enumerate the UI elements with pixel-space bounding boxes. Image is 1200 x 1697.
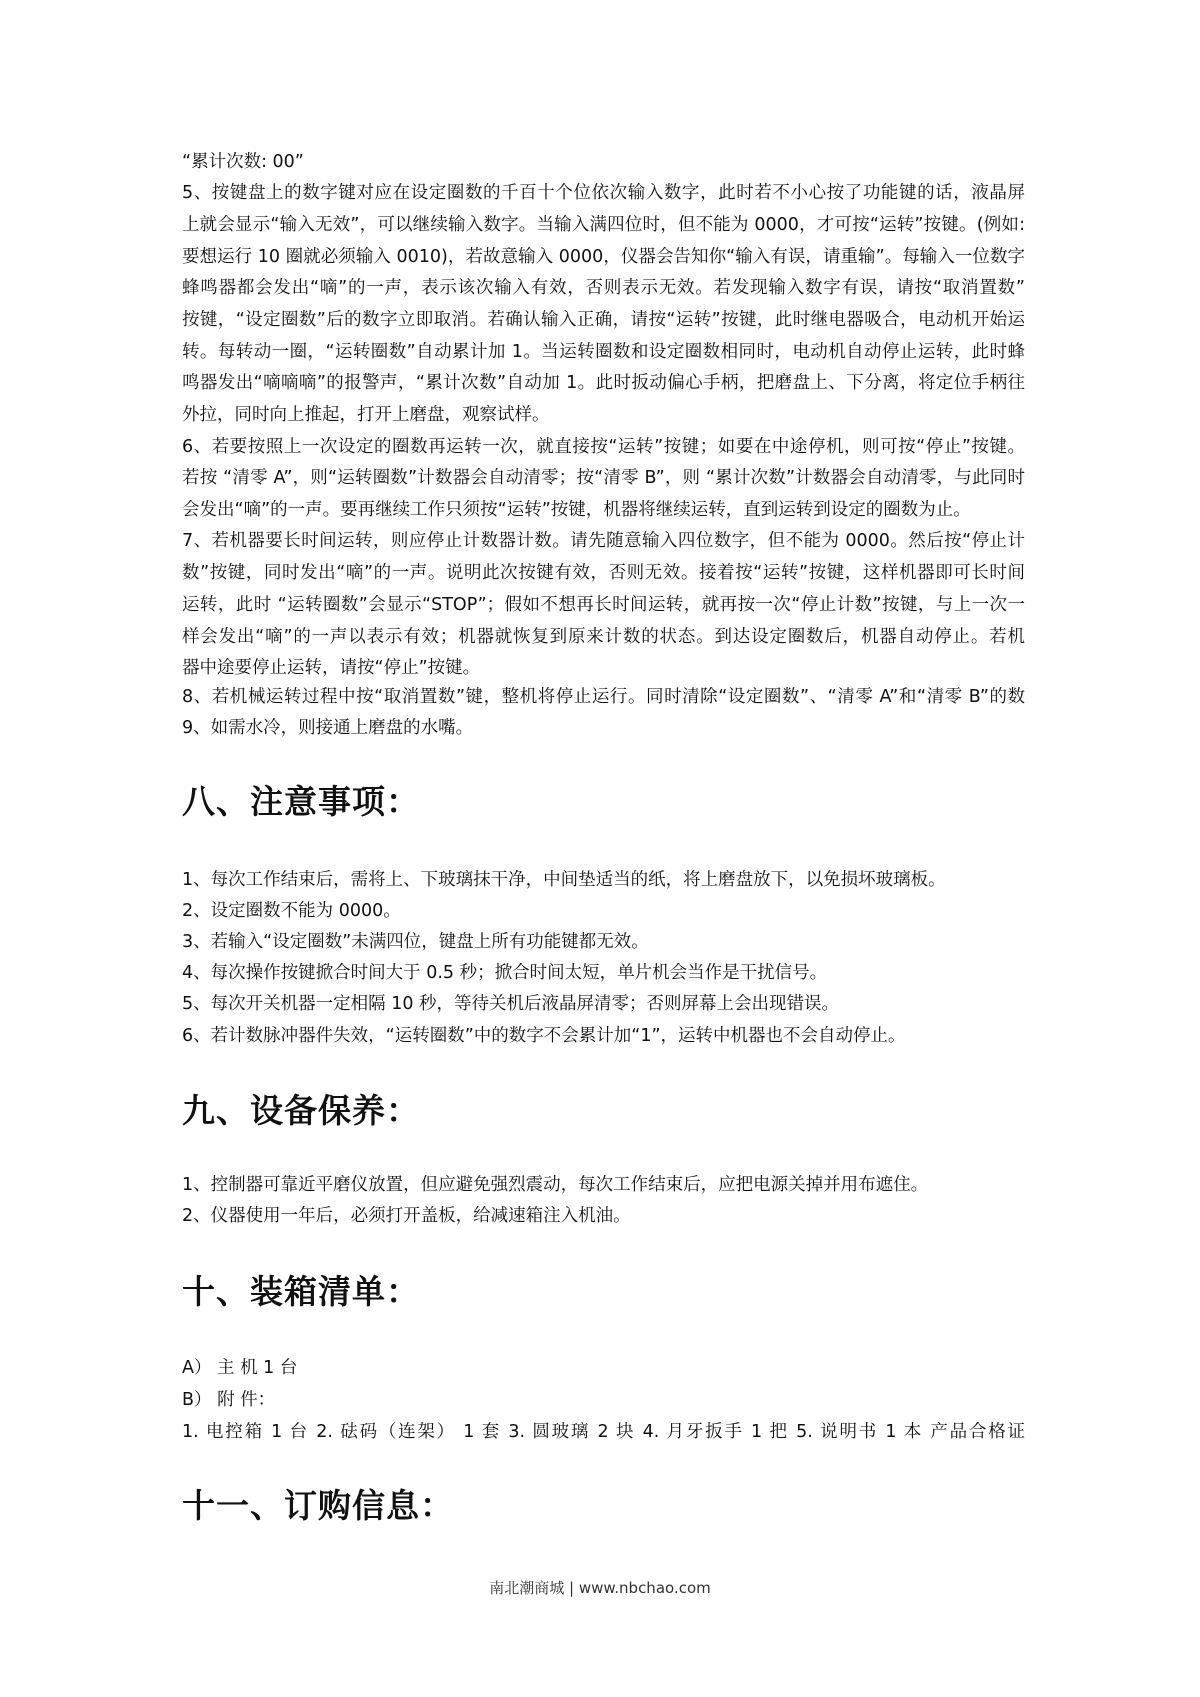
text-line: 5、按键盘上的数字键对应在设定圈数的千百十个位依次输入数字，此时若不小心按了功能键的话，液晶屏 bbox=[182, 183, 1025, 203]
list-item: A） 主 机 1 台 bbox=[182, 1358, 298, 1378]
text-line: 转。每转动一圈，“运转圈数”自动累计加 1。当运转圈数和设定圈数相同时，电动机自动停止运转，此时蜂 bbox=[182, 342, 1025, 362]
list-item: B） 附 件： bbox=[182, 1390, 276, 1410]
footer-site-link[interactable]: 南北潮商城 | www.nbchao.com bbox=[489, 1579, 711, 1597]
text-line: 运转，此时 “运转圈数”会显示“STOP”；假如不想再长时间运转，就再按一次“停止计数”按键，与上一次一 bbox=[182, 595, 1025, 615]
list-item: 1、每次工作结束后，需将上、下玻璃抹干净，中间垫适当的纸，将上磨盘放下，以免损坏玻璃板。 bbox=[182, 870, 946, 890]
list-item: 4、每次操作按键掀合时间大于 0.5 秒；掀合时间太短，单片机会当作是干扰信号。 bbox=[182, 963, 828, 983]
list-item: 1、控制器可靠近平磨仪放置，但应避免强烈震动，每次工作结束后，应把电源关掉并用布遮住。 bbox=[182, 1175, 929, 1195]
section-heading-packing-list: 十、装箱清单： bbox=[182, 1272, 420, 1311]
text-line: 样会发出“嘀”的一声以表示有效；机器就恢复到原来计数的状态。到达设定圈数后，机器自动停止。若机 bbox=[182, 627, 1025, 647]
text-line: 9、如需水冷，则接通上磨盘的水嘴。 bbox=[182, 718, 474, 738]
section-heading-maintenance: 九、设备保养： bbox=[182, 1091, 420, 1130]
list-item: 2、设定圈数不能为 0000。 bbox=[182, 901, 401, 921]
text-line: “累计次数: 00” bbox=[182, 152, 304, 172]
list-item: 3、若输入“设定圈数”未满四位，键盘上所有功能键都无效。 bbox=[182, 932, 649, 952]
text-line: 鸣器发出“嘀嘀嘀”的报警声，“累计次数”自动加 1。此时扳动偏心手柄，把磨盘上、下分离，将定位手柄往 bbox=[182, 373, 1025, 393]
text-line: 按键，“设定圈数”后的数字立即取消。若确认输入正确，请按“运转”按键，此时继电器吸合，电动机开始运 bbox=[182, 310, 1025, 330]
text-line: 若按 “清零 A”，则“运转圈数”计数器会自动清零；按“清零 B”，则 “累计次数”计数器会自动清零，与此同时 bbox=[182, 468, 1025, 488]
text-line: 要想运行 10 圈就必须输入 0010)，若故意输入 0000，仪器会告知你“输入有误，请重输”。每输入一位数字 bbox=[182, 247, 1025, 267]
text-line: 7、若机器要长时间运转，则应停止计数器计数。请先随意输入四位数字，但不能为 0000。然后按“停止计 bbox=[182, 531, 1025, 551]
list-item: 5、每次开关机器一定相隔 10 秒，等待关机后液晶屏清零；否则屏幕上会出现错误。 bbox=[182, 994, 840, 1014]
text-line: 8、若机械运转过程中按“取消置数”键，整机将停止运行。同时清除“设定圈数”、“清零 A”和“清零 B”的数 bbox=[182, 687, 1025, 707]
text-line: 上就会显示“输入无效”，可以继续输入数字。当输入满四位时，但不能为 0000，才可按“运转”按键。(例如: bbox=[182, 215, 1025, 235]
text-line: 外拉，同时向上推起，打开上磨盘，观察试样。 bbox=[182, 405, 550, 425]
text-line: 蜂鸣器都会发出“嘀”的一声，表示该次输入有效，否则表示无效。若发现输入数字有误，请按“取消置数” bbox=[182, 278, 1025, 298]
section-heading-ordering-info: 十一、订购信息： bbox=[182, 1486, 454, 1525]
list-item: 6、若计数脉冲器件失效，“运转圈数”中的数字不会累计加“1”，运转中机器也不会自动停止。 bbox=[182, 1026, 906, 1046]
text-line: 会发出“嘀”的一声。要再继续工作只须按“运转”按键，机器将继续运转，直到运转到设定的圈数为止。 bbox=[182, 500, 971, 520]
list-item: 1. 电控箱 1 台 2. 砝码（连架） 1 套 3. 圆玻璃 2 块 4. 月牙扳手 1 把 5. 说明书 1 本 产品合格证 bbox=[182, 1422, 1025, 1442]
text-line: 数”按键，同时发出“嘀”的一声。说明此次按键有效，否则无效。接着按“运转”按键，这样机器即可长时间 bbox=[182, 563, 1025, 583]
section-heading-notes: 八、注意事项： bbox=[182, 782, 420, 821]
list-item: 2、仪器使用一年后，必须打开盖板，给减速箱注入机油。 bbox=[182, 1206, 631, 1226]
text-line: 6、若要按照上一次设定的圈数再运转一次，就直接按“运转”按键；如要在中途停机，则可按“停止”按键。 bbox=[182, 437, 1025, 457]
text-line: 器中途要停止运转，请按“停止”按键。 bbox=[182, 658, 481, 678]
